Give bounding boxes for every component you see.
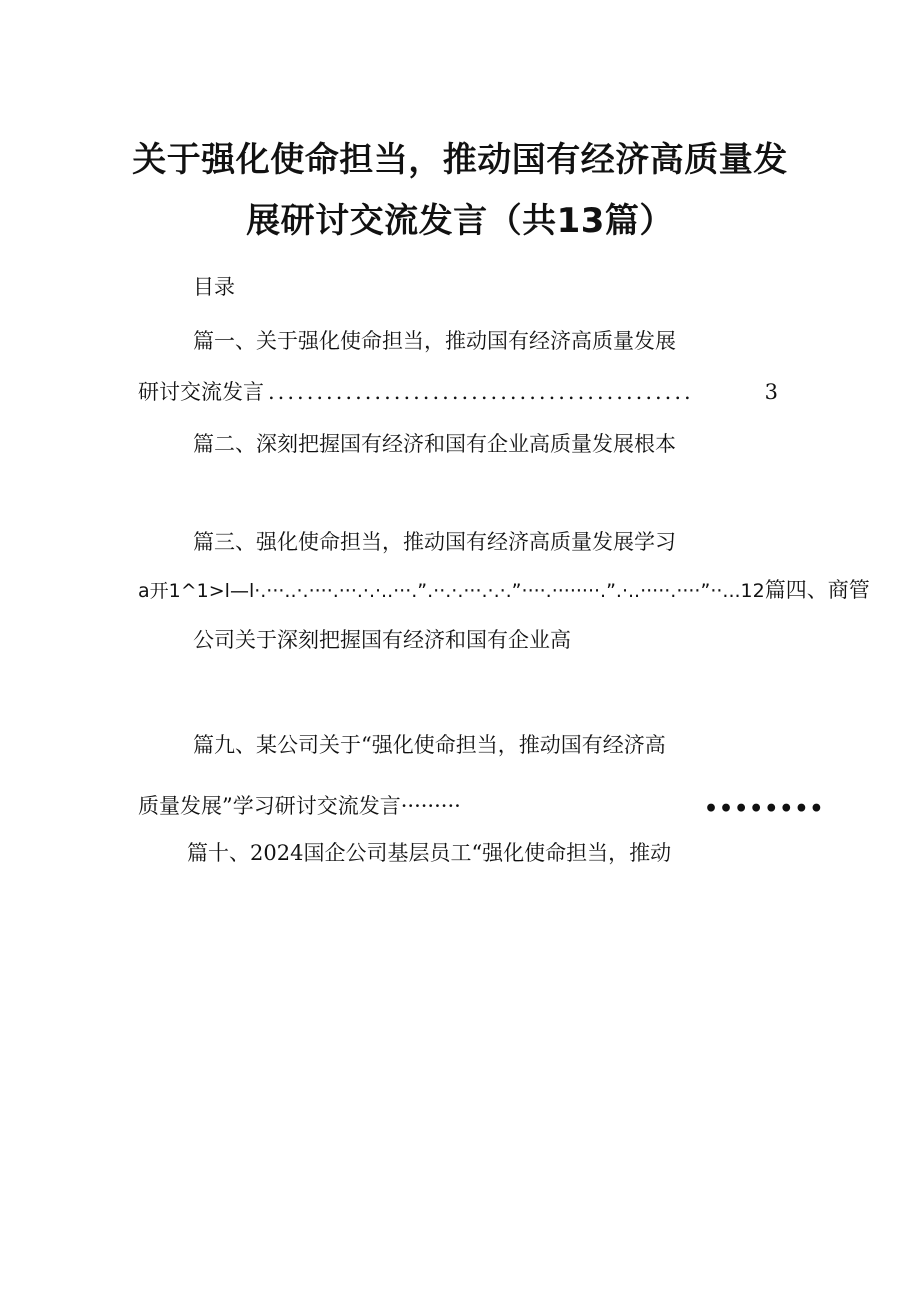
toc-entry-4-line-1: 篇四、商管 [764,578,870,602]
toc-entry-1-text: 研讨交流发言 [138,380,264,404]
toc-entry-9-line-1: 篇九、某公司关于“强化使命担当，推动国有经济高 [193,733,666,757]
toc-entry-1-line-1: 篇一、关于强化使命担当，推动国有经济高质量发展 [193,329,676,353]
toc-heading: 目录 [193,275,235,299]
toc-garbled-line [138,578,870,603]
toc-garbled-prefix: a开1^1>l—l·.···..·.····.···.·.·..···.”.··.·.···.·.·.”····.········.”.·..·····.····”··...12 [138,580,765,602]
toc-entry-10: 篇十、2024国企公司基层员工“强化使命担当，推动 [187,841,672,865]
document-title-line-1: 关于强化使命担当，推动国有经济高质量发 [132,140,788,180]
toc-entry-9-line-2: 质量发展”学习研讨交流发言········· [138,794,461,818]
toc-entry-1-page-number: 3 [764,380,778,404]
document-title-line-2: 展研讨交流发言（共13篇） [246,201,674,241]
toc-entry-4-line-2: 公司关于深刻把握国有经济和国有企业高 [193,628,571,652]
toc-entry-1-line-2 [138,380,778,405]
toc-entry-1-leader-dots: ............................................ [268,380,694,404]
toc-entry-9-bullets: •••••••• [704,796,825,822]
toc-entry-2: 篇二、深刻把握国有经济和国有企业高质量发展根本 [193,432,676,456]
toc-entry-3: 篇三、强化使命担当，推动国有经济高质量发展学习 [193,530,676,554]
